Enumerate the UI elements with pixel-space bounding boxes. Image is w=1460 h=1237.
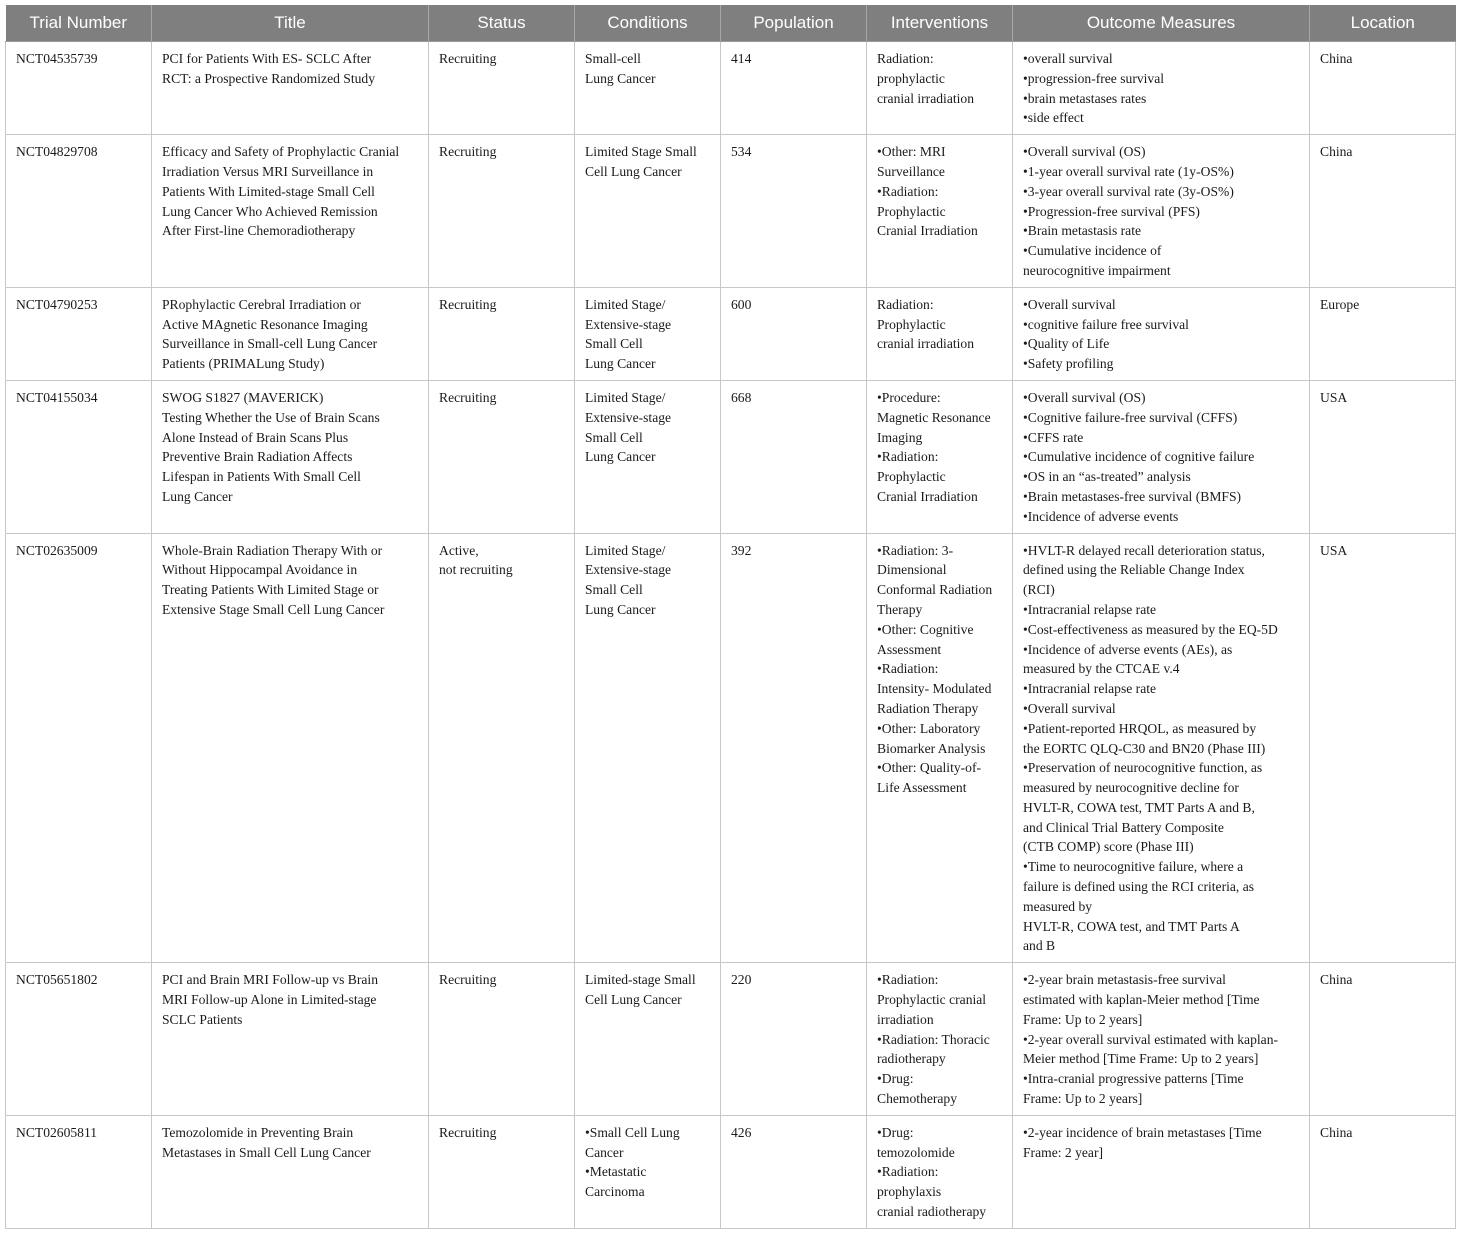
interventions-cell: Radiation: Prophylactic cranial irradiation — [867, 287, 1013, 380]
location-cell: USA — [1310, 380, 1456, 533]
column-header-conditions: Conditions — [575, 5, 721, 42]
trial-number-cell: NCT02635009 — [6, 533, 152, 963]
outcome-measures-cell: •HVLT-R delayed recall deterioration status, defined using the Reliable Change Index (RCI) •Intracranial relapse rate •Cost-effectiveness as measured by the EQ-5D •Incidence of adverse events (AEs), as measured by the CTCAE v.4 •Intracranial relapse rate •Overall survival •Patient-reported HRQOL, as measured by the EORTC QLQ-C30 and BN20 (Phase III) •Preservation of neurocognitive function, as measured by neurocognitive decline for HVLT-R, COWA test, TMT Parts A and B, and Clinical Trial Battery Composite (CTB COMP) score (Phase III) •Time to neurocognitive failure, where a failure is defined using the RCI criteria, as measured by HVLT-R, COWA test, and TMT Parts A and B — [1013, 533, 1310, 963]
clinical-trials-table — [5, 5, 1456, 1229]
interventions-cell: •Radiation: 3- Dimensional Conformal Radiation Therapy •Other: Cognitive Assessment •Radiation: Intensity- Modulated Radiation Therapy •Other: Laboratory Biomarker Analysis •Other: Quality-of- Life Assessment — [867, 533, 1013, 963]
table-row — [6, 963, 1456, 1116]
outcome-measures-cell: •2-year brain metastasis-free survival estimated with kaplan-Meier method [Time Frame: Up to 2 years] •2-year overall survival estimated with kaplan- Meier method [Time Frame: Up to 2 years] •Intra-cranial progressive patterns [Time Frame: Up to 2 years] — [1013, 963, 1310, 1116]
population-cell: 426 — [721, 1115, 867, 1228]
title-cell: Temozolomide in Preventing Brain Metastases in Small Cell Lung Cancer — [152, 1115, 429, 1228]
conditions-cell: Small-cell Lung Cancer — [575, 42, 721, 135]
outcome-measures-cell: •Overall survival (OS) •1-year overall survival rate (1y-OS%) •3-year overall survival rate (3y-OS%) •Progression-free survival (PFS) •Brain metastasis rate •Cumulative incidence of neurocognitive impairment — [1013, 135, 1310, 288]
interventions-cell: •Other: MRI Surveillance •Radiation: Prophylactic Cranial Irradiation — [867, 135, 1013, 288]
title-cell: PRophylactic Cerebral Irradiation or Active MAgnetic Resonance Imaging Surveillance in Small-cell Lung Cancer Patients (PRIMALung Study) — [152, 287, 429, 380]
outcome-measures-cell: •Overall survival (OS) •Cognitive failure-free survival (CFFS) •CFFS rate •Cumulative incidence of cognitive failure •OS in an “as-treated” analysis •Brain metastases-free survival (BMFS) •Incidence of adverse events — [1013, 380, 1310, 533]
location-cell: China — [1310, 135, 1456, 288]
trial-number-cell: NCT04155034 — [6, 380, 152, 533]
status-cell: Recruiting — [429, 42, 575, 135]
trial-number-cell: NCT05651802 — [6, 963, 152, 1116]
trial-number-cell: NCT04535739 — [6, 42, 152, 135]
conditions-cell: Limited Stage/ Extensive-stage Small Cell Lung Cancer — [575, 380, 721, 533]
population-cell: 668 — [721, 380, 867, 533]
status-cell: Recruiting — [429, 287, 575, 380]
interventions-cell: •Radiation: Prophylactic cranial irradiation •Radiation: Thoracic radiotherapy •Drug: Chemotherapy — [867, 963, 1013, 1116]
column-header-title: Title — [152, 5, 429, 42]
title-cell: Efficacy and Safety of Prophylactic Cranial Irradiation Versus MRI Surveillance in Patients With Limited-stage Small Cell Lung Cancer Who Achieved Remission After First-line Chemoradiotherapy — [152, 135, 429, 288]
interventions-cell: Radiation: prophylactic cranial irradiation — [867, 42, 1013, 135]
location-cell: China — [1310, 963, 1456, 1116]
table-row — [6, 135, 1456, 288]
trial-number-cell: NCT02605811 — [6, 1115, 152, 1228]
column-header-outcome-measures: Outcome Measures — [1013, 5, 1310, 42]
trial-number-cell: NCT04829708 — [6, 135, 152, 288]
column-header-interventions: Interventions — [867, 5, 1013, 42]
table-body — [6, 42, 1456, 1229]
column-header-status: Status — [429, 5, 575, 42]
population-cell: 392 — [721, 533, 867, 963]
conditions-cell: •Small Cell Lung Cancer •Metastatic Carcinoma — [575, 1115, 721, 1228]
location-cell: China — [1310, 1115, 1456, 1228]
table-row — [6, 42, 1456, 135]
population-cell: 534 — [721, 135, 867, 288]
interventions-cell: •Procedure: Magnetic Resonance Imaging •Radiation: Prophylactic Cranial Irradiation — [867, 380, 1013, 533]
title-cell: PCI for Patients With ES- SCLC After RCT: a Prospective Randomized Study — [152, 42, 429, 135]
location-cell: USA — [1310, 533, 1456, 963]
table-row — [6, 533, 1456, 963]
table-row — [6, 1115, 1456, 1228]
outcome-measures-cell: •overall survival •progression-free survival •brain metastases rates •side effect — [1013, 42, 1310, 135]
interventions-cell: •Drug: temozolomide •Radiation: prophylaxis cranial radiotherapy — [867, 1115, 1013, 1228]
status-cell: Recruiting — [429, 380, 575, 533]
conditions-cell: Limited Stage/ Extensive-stage Small Cell Lung Cancer — [575, 287, 721, 380]
trial-number-cell: NCT04790253 — [6, 287, 152, 380]
location-cell: China — [1310, 42, 1456, 135]
conditions-cell: Limited-stage Small Cell Lung Cancer — [575, 963, 721, 1116]
title-cell: PCI and Brain MRI Follow-up vs Brain MRI Follow-up Alone in Limited-stage SCLC Patients — [152, 963, 429, 1116]
title-cell: Whole-Brain Radiation Therapy With or Without Hippocampal Avoidance in Treating Patients With Limited Stage or Extensive Stage Small Cell Lung Cancer — [152, 533, 429, 963]
population-cell: 600 — [721, 287, 867, 380]
population-cell: 414 — [721, 42, 867, 135]
table-row — [6, 287, 1456, 380]
conditions-cell: Limited Stage/ Extensive-stage Small Cell Lung Cancer — [575, 533, 721, 963]
status-cell: Active, not recruiting — [429, 533, 575, 963]
trials-table-container — [5, 5, 1455, 1229]
outcome-measures-cell: •Overall survival •cognitive failure free survival •Quality of Life •Safety profiling — [1013, 287, 1310, 380]
column-header-location: Location — [1310, 5, 1456, 42]
title-cell: SWOG S1827 (MAVERICK) Testing Whether the Use of Brain Scans Alone Instead of Brain Scans Plus Preventive Brain Radiation Affects Lifespan in Patients With Small Cell Lung Cancer — [152, 380, 429, 533]
conditions-cell: Limited Stage Small Cell Lung Cancer — [575, 135, 721, 288]
status-cell: Recruiting — [429, 1115, 575, 1228]
column-header-trial-number: Trial Number — [6, 5, 152, 42]
status-cell: Recruiting — [429, 963, 575, 1116]
status-cell: Recruiting — [429, 135, 575, 288]
outcome-measures-cell: •2-year incidence of brain metastases [Time Frame: 2 year] — [1013, 1115, 1310, 1228]
population-cell: 220 — [721, 963, 867, 1116]
location-cell: Europe — [1310, 287, 1456, 380]
table-header — [6, 5, 1456, 42]
table-row — [6, 380, 1456, 533]
header-row — [6, 5, 1456, 42]
column-header-population: Population — [721, 5, 867, 42]
